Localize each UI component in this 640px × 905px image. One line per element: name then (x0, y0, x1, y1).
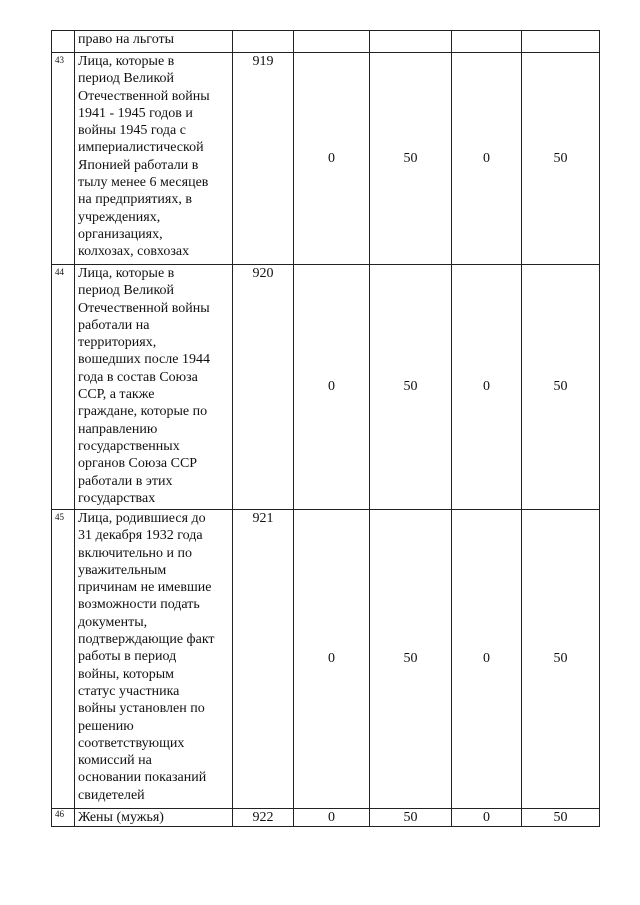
row-number-cell: 45 (52, 510, 75, 809)
value-cell (294, 31, 370, 53)
value-cell: 0 (452, 53, 522, 265)
code-cell: 919 (233, 53, 294, 265)
value-cell: 50 (370, 510, 452, 809)
table-row (52, 809, 600, 827)
table-row (52, 265, 600, 510)
value-cell: 50 (370, 809, 452, 827)
table-row (52, 510, 600, 809)
value-cell: 0 (452, 510, 522, 809)
code-cell: 921 (233, 510, 294, 809)
value-cell: 0 (294, 265, 370, 510)
table-row (52, 31, 600, 53)
value-cell: 50 (370, 53, 452, 265)
description-cell: право на льготы (75, 31, 233, 53)
description-cell: Лица, которые в период Великой Отечественной войны работали на территориях, вошедших после 1944 года в состав Союза ССР, а также граждане, которые по направлению государственных органов Союза ССР работали в этих государствах (75, 265, 233, 510)
code-cell (233, 31, 294, 53)
row-number-cell: 44 (52, 265, 75, 510)
code-cell: 920 (233, 265, 294, 510)
value-cell: 0 (294, 809, 370, 827)
code-cell: 922 (233, 809, 294, 827)
row-number-cell (52, 31, 75, 53)
row-number-cell: 43 (52, 53, 75, 265)
description-cell: Жены (мужья) (75, 809, 233, 827)
value-cell: 0 (452, 809, 522, 827)
value-cell: 50 (370, 265, 452, 510)
benefits-table (51, 30, 600, 827)
value-cell: 0 (294, 53, 370, 265)
value-cell: 50 (522, 265, 600, 510)
value-cell: 50 (522, 809, 600, 827)
value-cell: 50 (522, 510, 600, 809)
value-cell: 0 (294, 510, 370, 809)
row-number-cell: 46 (52, 809, 75, 827)
table-row (52, 53, 600, 265)
description-cell: Лица, родившиеся до 31 декабря 1932 года включительно и по уважительным причинам не имевшие возможности подать документы, подтверждающие факт работы в период войны, которым статус участника войны установлен по решению соответствующих комиссий на основании показаний свидетелей (75, 510, 233, 809)
value-cell: 0 (452, 265, 522, 510)
value-cell: 50 (522, 53, 600, 265)
value-cell (370, 31, 452, 53)
value-cell (522, 31, 600, 53)
value-cell (452, 31, 522, 53)
description-cell: Лица, которые в период Великой Отечественной войны 1941 - 1945 годов и войны 1945 года с империалистической Японией работали в тылу менее 6 месяцев на предприятиях, в учреждениях, организациях, колхозах, совхозах (75, 53, 233, 265)
